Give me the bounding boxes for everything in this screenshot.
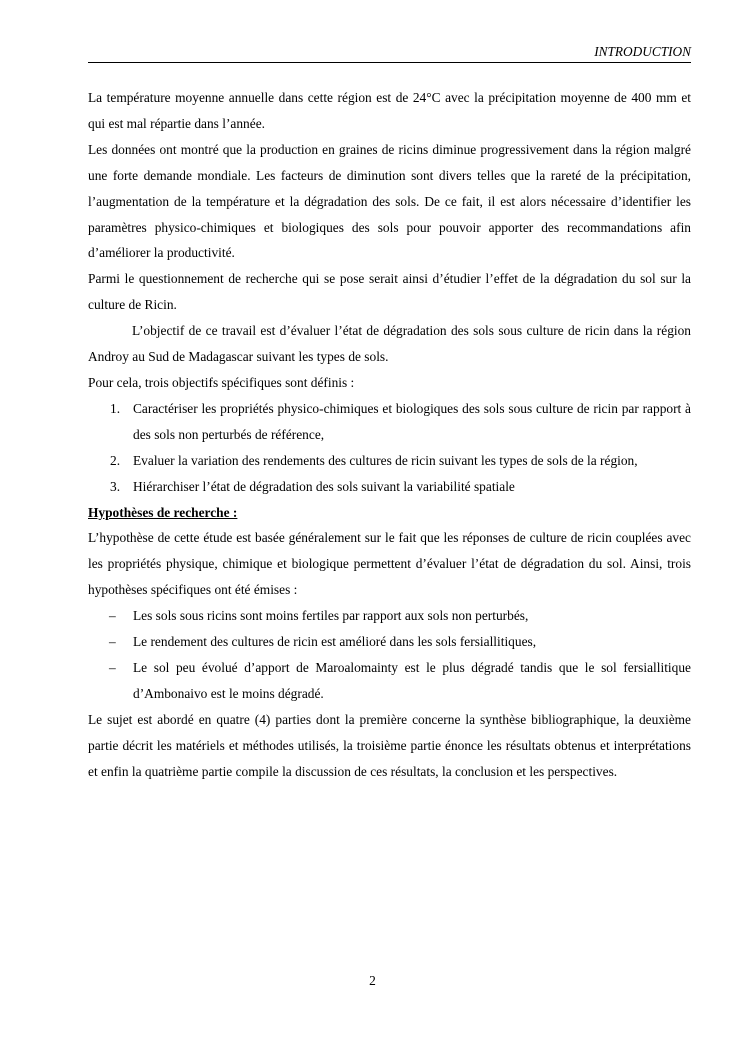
- running-header-title: INTRODUCTION: [594, 44, 691, 59]
- list-item: [110, 448, 691, 474]
- page-body: [88, 85, 691, 784]
- objectives-list: [88, 396, 691, 500]
- list-item: [110, 474, 691, 500]
- list-item-text: Hiérarchiser l’état de dégradation des sols suivant la variabilité spatiale: [133, 478, 515, 494]
- list-item: [109, 629, 691, 655]
- paragraph-climate: La température moyenne annuelle dans cette région est de 24°C avec la précipitation moyenne de 400 mm et qui est mal répartie dans l’année.: [88, 90, 691, 131]
- list-item-text: Les sols sous ricins sont moins fertiles par rapport aux sols non perturbés,: [133, 608, 529, 624]
- paragraph-objective: L’objectif de ce travail est d’évaluer l’état de dégradation des sols sous culture de ricin dans la région Androy au Sud de Madagascar suivant les types de sols.: [88, 323, 691, 365]
- list-item: [109, 655, 691, 707]
- paragraph-structure: Le sujet est abordé en quatre (4) parties dont la première concerne la synthèse bibliographique, la deuxième partie décrit les matériels et méthodes utilisés, la troisième partie énonce les résultats obtenus et interprétations et enfin la quatrième partie compile la discussion de ces résultats, la conclusion et les perspectives.: [88, 711, 691, 779]
- list-item: [110, 396, 691, 448]
- section-heading-text: Hypothèses de recherche :: [88, 504, 238, 520]
- list-item-text: Evaluer la variation des rendements des cultures de ricin suivant les types de sols de la région,: [133, 452, 638, 468]
- paragraph-objectives-intro: Pour cela, trois objectifs spécifiques sont définis :: [88, 374, 355, 390]
- paragraph-production: Les données ont montré que la production en graines de ricins diminue progressivement dans la région malgré une forte demande mondiale. Les facteurs de diminution sont divers telles que la rareté de la précipitation, l’augmentation de la température et la dégradation des sols. De ce fait, il est alors nécessaire d’identifier les paramètres physico-chimiques et biologiques des sols pour pouvoir apporter des recommandations afin d’améliorer la productivité.: [88, 141, 691, 261]
- running-header: [88, 44, 691, 63]
- list-item-text: Le sol peu évolué d’apport de Maroalomainty est le plus dégradé tandis que le sol fersiallitique d’Ambonaivo est le moins dégradé.: [133, 659, 691, 701]
- page-number: 2: [369, 973, 376, 988]
- paragraph-research-question: Parmi le questionnement de recherche qui se pose serait ainsi d’étudier l’effet de la dégradation du sol sur la culture de Ricin.: [88, 271, 691, 313]
- list-marker: –: [109, 634, 116, 650]
- list-marker: 3.: [110, 478, 121, 494]
- paragraph-hypothesis: L’hypothèse de cette étude est basée généralement sur le fait que les réponses de culture de ricin couplées avec les propriétés physique, chimique et biologique permettent d’évaluer l’état de dégradation du sol. Ainsi, trois hypothèses spécifiques ont été émises :: [88, 530, 691, 598]
- section-heading-hypotheses: [88, 500, 691, 526]
- hypotheses-list: [88, 603, 691, 707]
- list-marker: 1.: [110, 400, 121, 416]
- list-item-text: Caractériser les propriétés physico-chimiques et biologiques des sols sous culture de ricin par rapport à des sols non perturbés de référence,: [133, 400, 691, 442]
- list-marker: –: [109, 659, 116, 675]
- list-marker: 2.: [110, 452, 121, 468]
- list-item-text: Le rendement des cultures de ricin est amélioré dans les sols fersiallitiques,: [133, 634, 537, 650]
- list-item: [109, 603, 691, 629]
- list-marker: –: [109, 608, 116, 624]
